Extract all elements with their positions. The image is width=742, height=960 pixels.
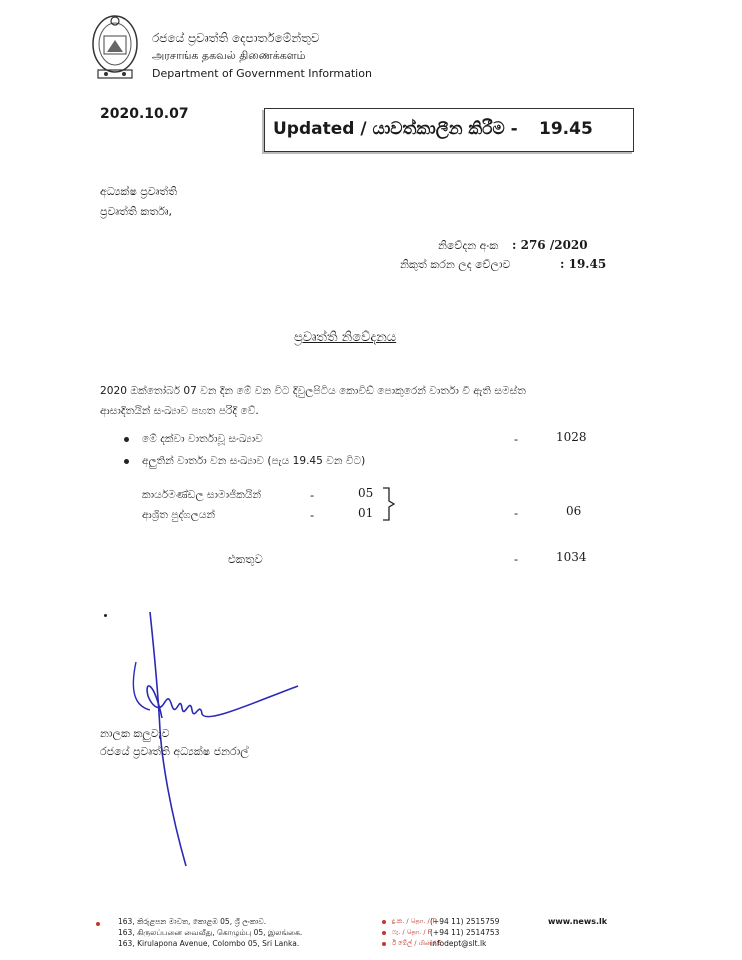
header-tamil: அரசாங்க தகவல் திணைக்களம் [152,49,306,62]
footer-phone-label: දු.ක. / தொ. / T [392,917,436,925]
footer-email-label: ඊ මේල් / மின் / E [392,939,442,947]
recipient-line-1: අධ්‍යක්ෂ ප්‍රවෘත්ති [100,185,178,198]
item-1-label: මේ දක්වා වාර්තාවූ සංඛ්‍යාව [142,433,263,445]
updated-time: 19.45 [539,119,593,139]
footer-address-tamil: 163, கிருலப்பனை வைவீது, கொழும்பு 05, இலங்கை. [118,928,303,937]
breakdown-2-label: ආශ්‍රිත පුද්ගලයන් [142,509,216,521]
bullet-2 [124,459,129,464]
item-1-value: 1028 [556,430,587,444]
breakdown-2-value: 01 [358,506,374,520]
updated-label: Updated / යාවත්කාලීන කිරීම - [273,119,518,139]
breakdown-total-dash: - [514,506,519,520]
fax-dot [382,931,386,935]
margin-mark [104,614,107,617]
item-1-dash: - [514,432,519,446]
recipient-line-2: ප්‍රවෘත්ති කර්තෘ, [100,205,172,218]
total-value: 1034 [556,550,587,564]
item-2-label: අලුතින් වාර්තා වන සංඛ්‍යාව (පැය 19.45 වන විට) [142,455,366,467]
breakdown-brace [380,484,398,524]
footer-fax: (+94 11) 2514753 [430,928,500,937]
email-dot [382,942,386,946]
breakdown-2-dash: - [310,508,315,522]
total-label: එකතුව [228,552,263,566]
document-date: 2020.10.07 [100,106,189,122]
intro-line-2: ආසාදිතයින් සංඛ්‍යාව පහත පරිදි වේ. [100,405,259,417]
footer-address-sinhala: 163, කිරුළපන මාවත, කොළඹ 05, ශ්‍රී ලංකාව. [118,917,267,926]
footer-fax-label: ෆැ. / தொ. / F [392,928,432,936]
header-sinhala: රජයේ ප්‍රවෘත්ති දෙපාර්තමේන්තුව [152,31,320,45]
total-dash: - [514,552,519,566]
bullet-1 [124,437,129,442]
breakdown-total-value: 06 [566,504,582,518]
signatory-title: රජයේ ප්‍රවෘත්ති අධ්‍යක්ෂ ජනරාල් [100,745,249,758]
breakdown-1-label: කාර්යමණ්ඩල සාමාජිකයින් [142,489,262,501]
government-emblem [90,14,140,82]
footer-address-dot [96,922,100,926]
reference-number-value: : 276 /2020 [512,238,588,252]
breakdown-1-value: 05 [358,486,374,500]
footer [0,908,742,960]
reference-time-label: නිකුත් කරන ලද වේලාව [400,258,511,271]
phone-dot [382,920,386,924]
signatory-name: නාලක කලුවැව [100,727,170,740]
updated-banner [264,108,634,152]
intro-line-1: 2020 ඔක්තෝබර් 07 වන දින මේ වන විට දිවුලපිටිය කොවිඩ් පොකුරෙන් වාර්තා වී ඇති සමස්ත [100,385,526,397]
footer-phone: (+94 11) 2515759 [430,917,500,926]
footer-email[interactable]: infodept@slt.lk [430,939,487,948]
breakdown-1-dash: - [310,488,315,502]
header-english: Department of Government Information [152,67,372,80]
notice-title: ප්‍රවෘත්ති නිවේදනය [294,330,397,345]
footer-address-english: 163, Kirulapona Avenue, Colombo 05, Sri Lanka. [118,939,300,948]
footer-website-link[interactable]: www.news.lk [548,917,608,926]
reference-number-label: නිවේදන අංක [438,239,499,252]
reference-time-value: : 19.45 [560,257,607,271]
